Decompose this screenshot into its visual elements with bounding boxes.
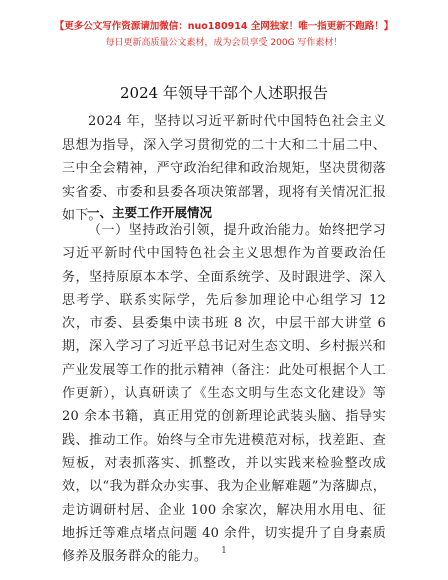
page-number: 1 — [221, 546, 227, 556]
section-heading: 一、主要工作开展情况 — [87, 205, 213, 220]
document-title: 2024 年领导干部个人述职报告 — [120, 84, 328, 102]
intro-paragraph: 2024 年，坚持以习近平新时代中国特色社会主义思想为指导，深入学习贯彻党的二十大和二十届二中、三中全会精神，严守政治纪律和政治规矩，坚决贯彻落实省委、市委和县委各项决策部署，现将有关情况汇报如下。 — [62, 114, 386, 223]
promo-contact-line: 【更多公文写作资源请加微信：nuo180914 全网独家！唯一指更新不跑路！】 — [54, 21, 394, 32]
promo-membership-line: 每日更新高质量公文素材，成为会员享受 200G 写作素材！ — [105, 38, 343, 48]
body-paragraph: （一）坚持政治引领，提升政治能力。始终把学习习近平新时代中国特色社会主义思想作为首要政治任务，坚持原原本本学、全面系统学、及时跟进学、深入思考学、联系实际学，先后参加理论中心组学习 12 次，市委、县委集中读书班 8 次，中层干部大讲堂 6 期，深入学习了习近平总书记对生态文明、乡村振兴和产业发展等工作的批示精神（备注：此处可根据个人工作更新），认真研读了《生态文明与生态文化建设》等 20 余本书籍，真正用党的创新理论武装头脑、指导实践、推动工作。始终与全市先进模范对标，找差距、查短板，对表抓落实、抓整改，并以实践来检验整改成效，以“我为群众办实事、我为企业解难题”为落脚点，走访调研村居、企业 100 余家次，解决用水用电、征地拆迁等难点堵点问题 40 余件，切实提升了自身素质修养及服务群众的能力。 — [62, 223, 386, 565]
